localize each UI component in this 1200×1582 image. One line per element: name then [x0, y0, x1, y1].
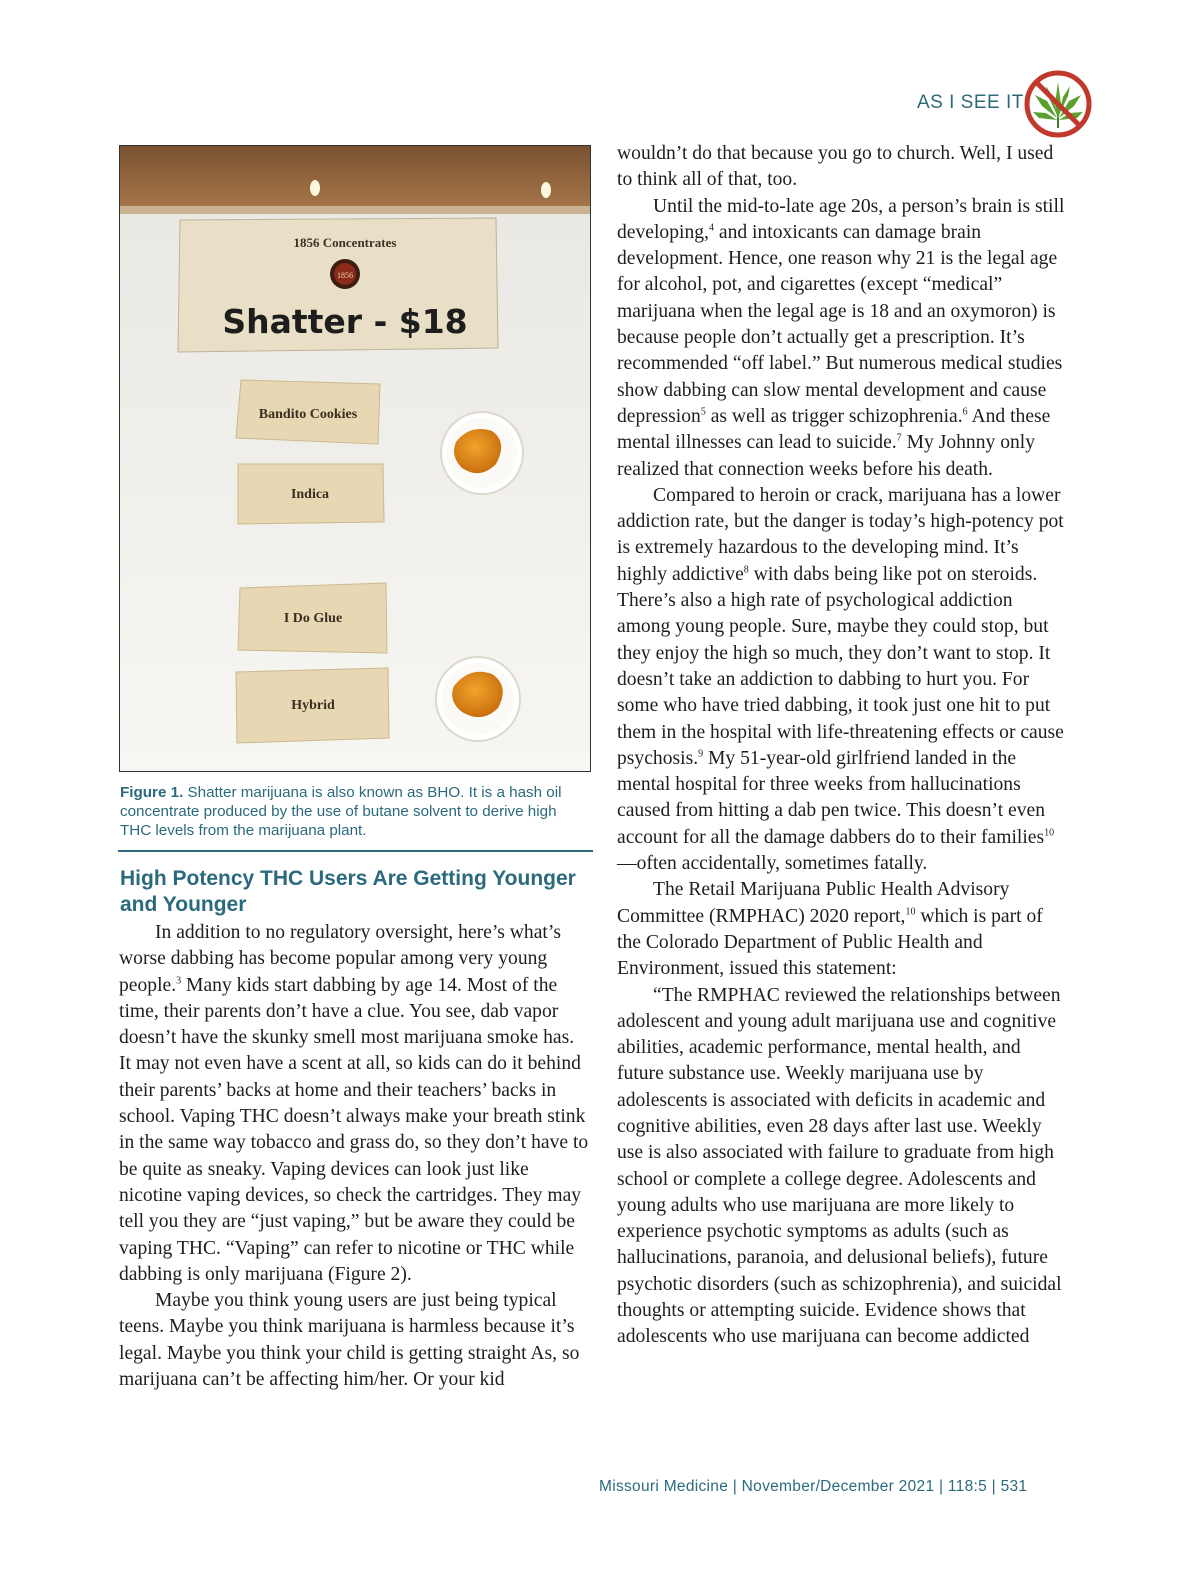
product-label-text: Indica	[290, 487, 330, 502]
text-run: My Johnny only realized that connection weeks before his death.	[617, 432, 1036, 480]
product-label-1	[236, 380, 380, 444]
paragraph: wouldn’t do that because you go to church. Well, I used to think all of that, too.	[617, 143, 1054, 191]
text-run: My 51-year-old girlfriend landed in the mental hospital for three weeks from hallucinations caused from hitting a dab pen twice. This doesn’t even account for all the damage dabbers do to their families	[617, 747, 1046, 848]
shatter-container-2	[436, 657, 520, 741]
section-divider	[118, 850, 593, 852]
text-run: and intoxicants can damage brain development. Hence, one reason why 21 is the legal age for alcohol, pot, and cigarettes (except “medical” marijuana when the legal age is 18 and an oxymoron) is because people don’t actually get a prescription. It’s recommended “off label.” But numerous medical studies show dabbing can slow mental development and cause depression	[617, 221, 1063, 427]
text-run: Compared to heroin or crack, marijuana has a lower addiction rate, but the danger is today’s high-potency pot is extremely hazardous to the developing mind. It’s highly addictive	[617, 484, 1064, 585]
citation: 6	[962, 406, 968, 418]
section-heading: High Potency THC Users Are Getting Younger and Younger	[120, 867, 576, 916]
text-run: which is part of the Colorado Department of Public Health and Environment, issued this statement:	[617, 905, 1043, 980]
product-label-text: I Do Glue	[283, 611, 343, 626]
right-column	[617, 141, 1065, 1351]
sign-seal: 1856	[337, 271, 353, 280]
sign-brand: 1856 Concentrates	[293, 235, 397, 250]
citation: 3	[176, 975, 182, 987]
text-run: The Retail Marijuana Public Health Advisory Committee (RMPHAC) 2020 report,	[617, 879, 1010, 927]
text-run: Until the mid-to-late age 20s, a person’s brain is still developing,	[617, 195, 1065, 243]
product-label-text: Bandito Cookies	[258, 407, 358, 422]
page-footer: Missouri Medicine | November/December 2021 | 118:5 | 531	[599, 1478, 1028, 1495]
caption-text: Shatter marijuana is also known as BHO. It is a hash oil concentrate produced by the use of butane solvent to derive high THC levels from the marijuana plant.	[120, 784, 562, 839]
text-run: In addition to no regulatory oversight, here’s what’s worse dabbing has become popular among very young people.	[119, 922, 561, 996]
text-run: Many kids start dabbing by age 14. Most of the time, their parents don’t have a clue. You see, dab vapor doesn’t have the skunky smell most marijuana smoke has. It may not even have a scent at all, so kids can do it behind their parents’ backs at home and their teachers’ backs in school. Vaping THC doesn’t always make your breath stink in the same way tobacco and grass do, so they don’t have to be quite as sneaky. Vaping devices can look just like nicotine vaping devices, so check the cartridges. They may tell you they are “just vaping,” but be aware they could be vaping THC. “Vaping” can refer to nicotine or THC while dabbing is only marijuana (Figure 2).	[119, 974, 589, 1285]
text-run: as well as trigger schizophrenia.	[705, 405, 963, 427]
left-column	[119, 920, 589, 1393]
shatter-container-1	[441, 412, 523, 494]
citation: 8	[743, 564, 749, 576]
citation: 9	[698, 748, 704, 760]
shatter-display-illustration	[120, 146, 590, 771]
paragraph: Maybe you think young users are just being typical teens. Maybe you think marijuana is harmless because it’s legal. Maybe you think your child is getting straight As, so marijuana can’t be affecting him/her. Or your kid	[119, 1290, 580, 1391]
product-label-2	[238, 464, 384, 524]
paragraph	[617, 483, 1065, 877]
caption-label: Figure 1.	[120, 784, 184, 801]
citation: 5	[700, 406, 706, 418]
sign-title: Shatter - $18	[222, 302, 468, 341]
figure-caption	[120, 783, 590, 840]
citation: 10	[1044, 827, 1055, 839]
figure-1-photo	[119, 145, 591, 772]
product-label-3	[238, 583, 387, 653]
text-run: And these mental illnesses can lead to suicide.	[617, 405, 1051, 454]
no-marijuana-icon	[1022, 68, 1094, 140]
section-label: AS I SEE IT	[917, 92, 1024, 113]
paragraph	[119, 920, 589, 1288]
product-label-4	[236, 668, 389, 743]
paragraph: “The RMPHAC reviewed the relationships between adolescent and young adult marijuana use and cognitive abilities, academic performance, mental health, and future substance use. Weekly marijuana use by adolescents is associated with deficits in academic and cognitive abilities, even 28 days after last use. Weekly use is also associated with failure to graduate from high school or complete a college degree. Adolescents and young adults who use marijuana are more likely to experience psychotic symptoms as adults (such as hallucinations, paranoia, and delusional beliefs), future psychotic disorders (such as schizophrenia), and suicidal thoughts or attempting suicide. Evidence shows that adolescents who use marijuana can become addicted	[617, 984, 1062, 1348]
text-run: with dabs being like pot on steroids. There’s also a high rate of psychological addiction among young people. Sure, maybe they could stop, but they enjoy the high so much, they don’t want to stop. It doesn’t take an addiction to dabbing to hurt you. For some who have tried dabbing, it took just one hit to put them in the hospital with life-threatening effects or cause psychosis.	[617, 563, 1064, 769]
citation: 7	[896, 432, 902, 444]
product-label-text: Hybrid	[291, 698, 335, 713]
citation: 4	[708, 222, 714, 234]
text-run: —often accidentally, sometimes fatally.	[617, 853, 928, 875]
citation: 10	[905, 906, 916, 918]
paragraph	[617, 194, 1065, 483]
paragraph	[617, 877, 1065, 982]
